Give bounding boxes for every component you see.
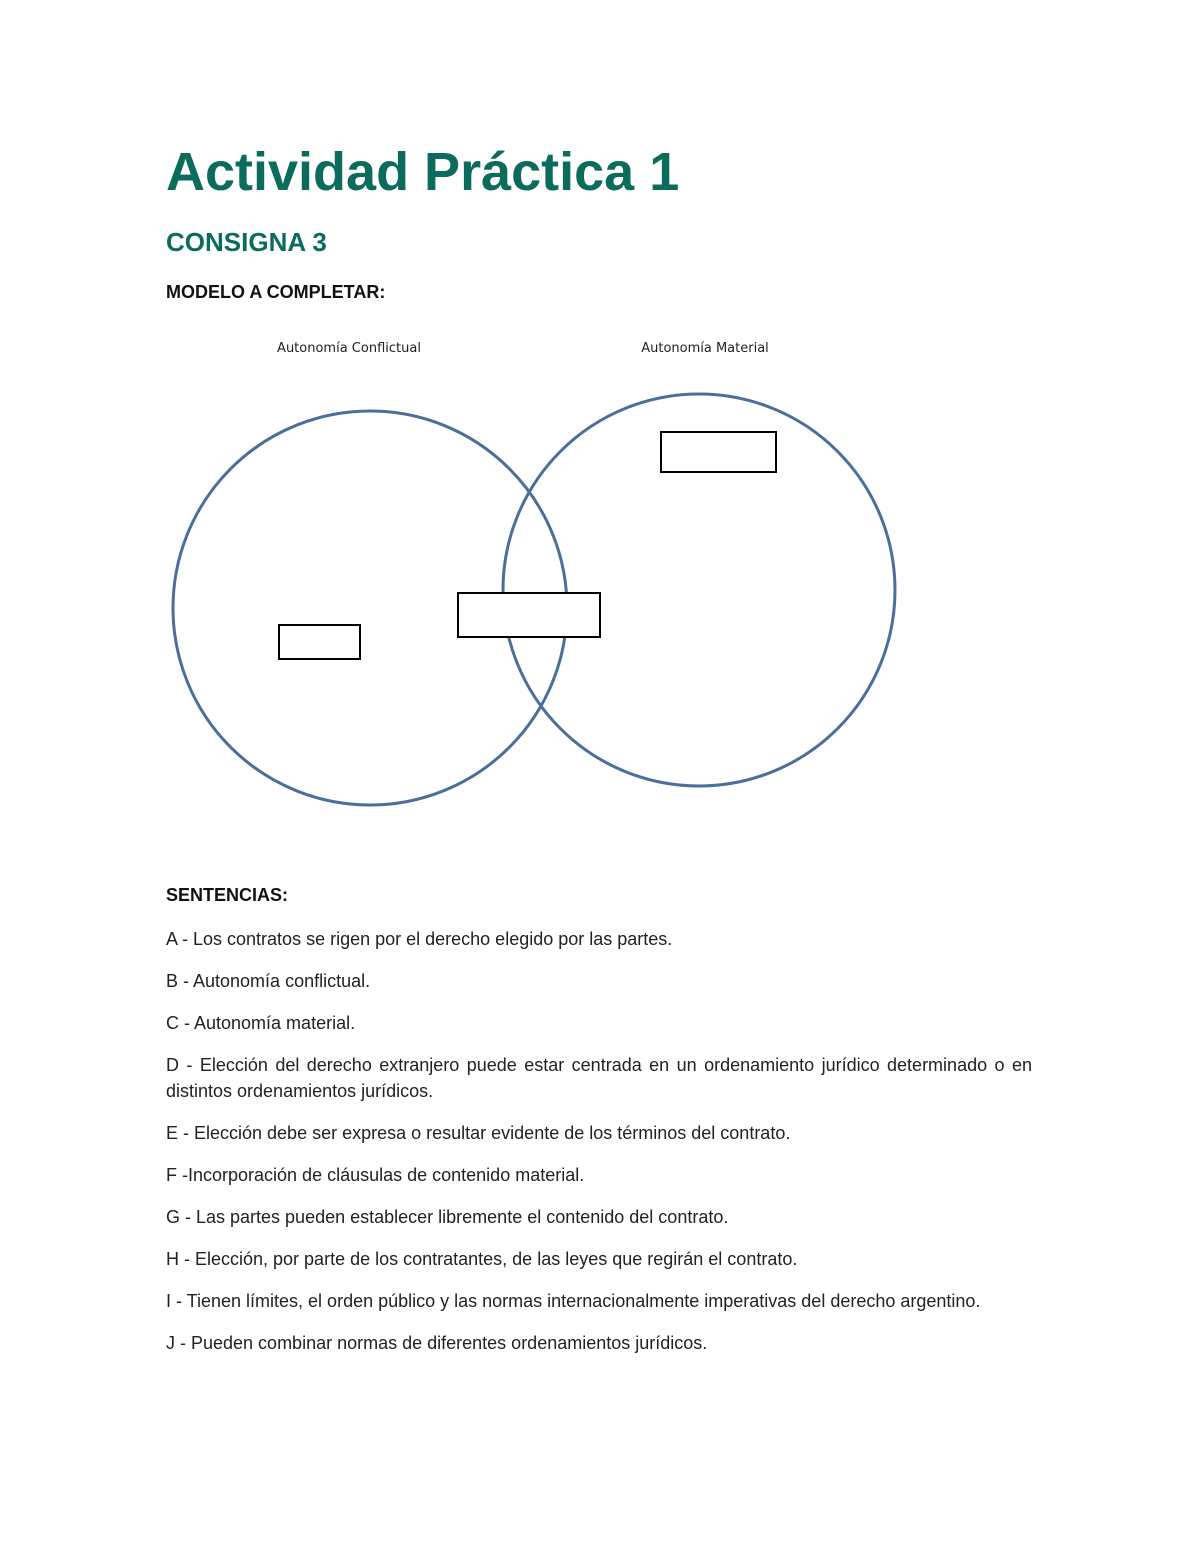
assignment-heading: CONSIGNA 3 [166,227,327,257]
right-circle-label: Autonomía Material [641,341,769,356]
sentence-item: H - Elección, por parte de los contratantes, de las leyes que regirán el contrato. [166,1249,798,1269]
answer-box-right[interactable] [661,432,776,472]
venn-diagram [0,320,1200,820]
sentence-item: E - Elección debe ser expresa o resultar evidente de los términos del contrato. [166,1123,791,1143]
sentence-item: B - Autonomía conflictual. [166,971,371,991]
sentences-list [166,926,1032,1372]
sentence-item: G - Las partes pueden establecer libremente el contenido del contrato. [166,1207,729,1227]
sentence-item: D - Elección del derecho extranjero puede estar centrada en un ordenamiento jurídico determinado o en distintos ordenamientos jurídicos. [166,1055,1032,1101]
sentence-item: A - Los contratos se rigen por el derecho elegido por las partes. [166,929,673,949]
answer-box-intersection[interactable] [458,593,600,637]
page-title: Actividad Práctica 1 [166,142,680,202]
model-label: MODELO A COMPLETAR: [166,282,386,302]
sentence-item: F -Incorporación de cláusulas de contenido material. [166,1165,585,1185]
sentences-heading: SENTENCIAS: [166,885,289,905]
sentence-item: J - Pueden combinar normas de diferentes ordenamientos jurídicos. [166,1333,708,1353]
answer-box-left[interactable] [279,625,360,659]
sentence-item: I - Tienen límites, el orden público y las normas internacionalmente imperativas del derecho argentino. [166,1291,981,1311]
sentence-item: C - Autonomía material. [166,1013,356,1033]
left-circle-label: Autonomía Conflictual [277,341,421,356]
